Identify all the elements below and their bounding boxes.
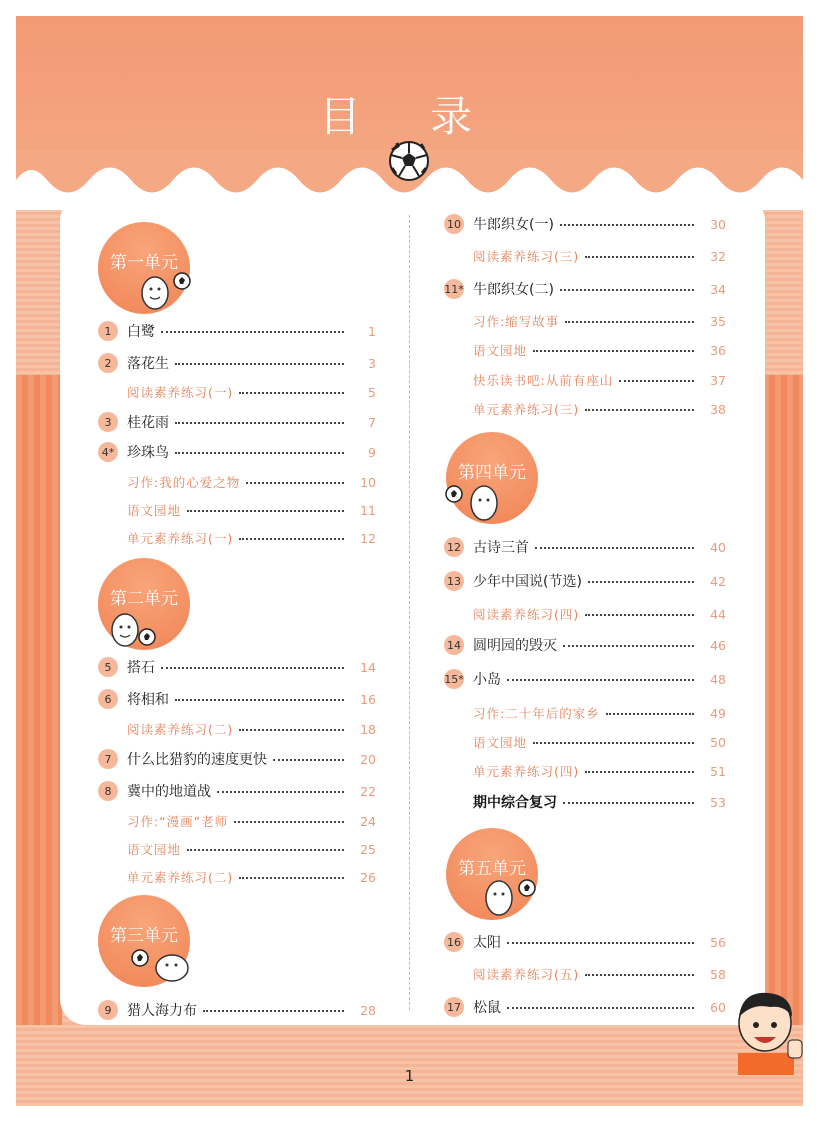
toc-entry bbox=[98, 810, 376, 832]
page-ref: 51 bbox=[710, 763, 726, 779]
leader-dots bbox=[565, 313, 694, 323]
entry-title: 习作:“漫画”老师 bbox=[127, 814, 229, 829]
entry-title: 阅读素养练习(二) bbox=[127, 722, 234, 737]
entry-title: 习作:二十年后的家乡 bbox=[473, 706, 600, 721]
leader-dots bbox=[161, 659, 344, 669]
toc-entry bbox=[444, 536, 726, 558]
toc-entry bbox=[444, 931, 726, 953]
entry-title: 单元素养练习(四) bbox=[473, 764, 580, 779]
lesson-number: 3 bbox=[98, 412, 118, 432]
entry-title: 珍珠鸟 bbox=[127, 445, 169, 461]
lesson-number: 4* bbox=[98, 442, 118, 462]
toc-entry bbox=[444, 339, 726, 361]
page-ref: 24 bbox=[360, 813, 376, 829]
page-ref: 16 bbox=[360, 691, 376, 707]
entry-title: 白鹭 bbox=[127, 324, 155, 340]
unit-label: 第四单元 bbox=[458, 463, 526, 483]
entry-title: 古诗三首 bbox=[473, 540, 529, 556]
entry-title: 单元素养练习(一) bbox=[127, 531, 234, 546]
leader-dots bbox=[563, 794, 694, 804]
page-ref: 42 bbox=[710, 573, 726, 589]
dinosaur-mascot-icon bbox=[120, 940, 200, 990]
toc-entry bbox=[98, 320, 376, 342]
toc-entry bbox=[444, 996, 726, 1018]
toc-entry bbox=[444, 634, 726, 656]
page-number: 1 bbox=[404, 1067, 415, 1085]
toc-entry bbox=[444, 398, 726, 420]
leader-dots bbox=[507, 671, 694, 681]
toc-entry bbox=[98, 656, 376, 678]
lesson-number: 11* bbox=[444, 279, 464, 299]
entry-title: 语文园地 bbox=[127, 842, 182, 857]
page-ref: 18 bbox=[360, 721, 376, 737]
page-ref: 60 bbox=[710, 999, 726, 1015]
toc-entry bbox=[444, 668, 726, 690]
leader-dots bbox=[585, 401, 694, 411]
lesson-number: 17 bbox=[444, 997, 464, 1017]
page-ref: 58 bbox=[710, 966, 726, 982]
leader-dots bbox=[507, 934, 694, 944]
unit-label: 第一单元 bbox=[110, 253, 178, 273]
lesson-number: 9 bbox=[98, 1000, 118, 1020]
page-ref: 12 bbox=[360, 530, 376, 546]
lesson-number: 16 bbox=[444, 932, 464, 952]
lesson-number: 8 bbox=[98, 781, 118, 801]
leader-dots bbox=[175, 444, 344, 454]
page-ref: 56 bbox=[710, 934, 726, 950]
page-ref: 7 bbox=[368, 414, 376, 430]
lesson-number: 13 bbox=[444, 571, 464, 591]
page-ref: 3 bbox=[368, 355, 376, 371]
leader-dots bbox=[203, 1002, 344, 1012]
page-ref: 11 bbox=[360, 502, 376, 518]
unit-label: 第三单元 bbox=[110, 926, 178, 946]
page-title: 目 录 bbox=[318, 92, 501, 141]
leader-dots bbox=[560, 216, 694, 226]
entry-title: 冀中的地道战 bbox=[127, 784, 211, 800]
toc-entry bbox=[98, 688, 376, 710]
toc-entry bbox=[98, 471, 376, 493]
page-ref: 46 bbox=[710, 637, 726, 653]
toc-entry bbox=[444, 702, 726, 724]
entry-title: 牛郎织女(二) bbox=[473, 282, 554, 298]
entry-title: 习作:我的心爱之物 bbox=[127, 475, 241, 490]
entry-title: 阅读素养练习(一) bbox=[127, 385, 234, 400]
page-ref: 32 bbox=[710, 248, 726, 264]
lesson-number: 15* bbox=[444, 669, 464, 689]
leader-dots bbox=[239, 721, 344, 731]
entry-title: 圆明园的毁灭 bbox=[473, 638, 557, 654]
entry-title: 什么比猎豹的速度更快 bbox=[127, 752, 267, 768]
leader-dots bbox=[161, 323, 344, 333]
leader-dots bbox=[239, 384, 344, 394]
entry-title: 少年中国说(节选) bbox=[473, 574, 582, 590]
toc-entry bbox=[444, 760, 726, 782]
page-ref: 9 bbox=[368, 444, 376, 460]
dinosaur-mascot-icon bbox=[442, 478, 512, 528]
lesson-number: 10 bbox=[444, 214, 464, 234]
leader-dots bbox=[533, 342, 694, 352]
entry-title: 松鼠 bbox=[473, 1000, 501, 1016]
leader-dots bbox=[535, 539, 694, 549]
leader-dots bbox=[507, 999, 694, 1009]
page-ref: 38 bbox=[710, 401, 726, 417]
leader-dots bbox=[234, 813, 344, 823]
toc-entry bbox=[98, 866, 376, 888]
lesson-number: 7 bbox=[98, 749, 118, 769]
lesson-number: 6 bbox=[98, 689, 118, 709]
page-ref: 48 bbox=[710, 671, 726, 687]
toc-entry bbox=[98, 780, 376, 802]
toc-entry bbox=[444, 310, 726, 332]
lesson-number: 5 bbox=[98, 657, 118, 677]
leader-dots bbox=[175, 691, 344, 701]
dinosaur-mascot-icon bbox=[100, 605, 170, 655]
leader-dots bbox=[533, 734, 694, 744]
page-ref: 20 bbox=[360, 751, 376, 767]
toc-entry bbox=[444, 278, 726, 300]
entry-title: 阅读素养练习(五) bbox=[473, 967, 580, 982]
entry-title: 猎人海力布 bbox=[127, 1003, 197, 1019]
leader-dots bbox=[585, 763, 694, 773]
leader-dots bbox=[187, 502, 344, 512]
toc-entry bbox=[98, 718, 376, 740]
page-ref: 40 bbox=[710, 539, 726, 555]
lesson-number: 12 bbox=[444, 537, 464, 557]
page-ref: 44 bbox=[710, 606, 726, 622]
lesson-number: 2 bbox=[98, 353, 118, 373]
entry-title: 小岛 bbox=[473, 672, 501, 688]
entry-title: 单元素养练习(三) bbox=[473, 402, 580, 417]
toc-entry bbox=[444, 245, 726, 267]
page-ref: 49 bbox=[710, 705, 726, 721]
entry-title: 桂花雨 bbox=[127, 415, 169, 431]
entry-title: 牛郎织女(一) bbox=[473, 217, 554, 233]
entry-title: 将相和 bbox=[127, 692, 169, 708]
column-divider bbox=[409, 215, 410, 1010]
toc-entry bbox=[98, 411, 376, 433]
toc-entry bbox=[98, 748, 376, 770]
leader-dots bbox=[619, 372, 694, 382]
toc-entry bbox=[444, 603, 726, 625]
page-ref: 1 bbox=[368, 323, 376, 339]
page-ref: 28 bbox=[360, 1002, 376, 1018]
entry-title: 搭石 bbox=[127, 660, 155, 676]
toc-entry bbox=[98, 441, 376, 463]
page-ref: 36 bbox=[710, 342, 726, 358]
toc-entry bbox=[98, 381, 376, 403]
leader-dots bbox=[560, 281, 694, 291]
entry-title: 语文园地 bbox=[127, 503, 182, 518]
page-ref: 50 bbox=[710, 734, 726, 750]
unit-label: 第五单元 bbox=[458, 859, 526, 879]
leader-dots bbox=[187, 841, 344, 851]
toc-entry bbox=[98, 352, 376, 374]
page-ref: 14 bbox=[360, 659, 376, 675]
unit-label: 第二单元 bbox=[110, 589, 178, 609]
left-stripe bbox=[16, 375, 62, 1025]
toc-entry bbox=[444, 791, 726, 813]
page-ref: 10 bbox=[360, 474, 376, 490]
page-ref: 22 bbox=[360, 783, 376, 799]
entry-title: 单元素养练习(二) bbox=[127, 870, 234, 885]
lesson-number: 1 bbox=[98, 321, 118, 341]
leader-dots bbox=[175, 355, 344, 365]
leader-dots bbox=[585, 248, 694, 258]
lesson-number: 14 bbox=[444, 635, 464, 655]
leader-dots bbox=[175, 414, 344, 424]
leader-dots bbox=[563, 637, 694, 647]
entry-title: 习作:缩写故事 bbox=[473, 314, 560, 329]
page-ref: 30 bbox=[710, 216, 726, 232]
leader-dots bbox=[273, 751, 344, 761]
entry-title: 快乐读书吧:从前有座山 bbox=[473, 373, 614, 388]
toc-entry bbox=[444, 369, 726, 391]
entry-title: 语文园地 bbox=[473, 735, 528, 750]
page-ref: 5 bbox=[368, 384, 376, 400]
entry-title: 太阳 bbox=[473, 935, 501, 951]
toc-entry bbox=[98, 999, 376, 1021]
entry-title: 落花生 bbox=[127, 356, 169, 372]
dinosaur-mascot-icon bbox=[475, 872, 545, 922]
entry-title: 期中综合复习 bbox=[473, 795, 557, 811]
page-ref: 34 bbox=[710, 281, 726, 297]
leader-dots bbox=[585, 606, 694, 616]
leader-dots bbox=[585, 966, 694, 976]
leader-dots bbox=[606, 705, 694, 715]
page-ref: 35 bbox=[710, 313, 726, 329]
entry-title: 阅读素养练习(三) bbox=[473, 249, 580, 264]
leader-dots bbox=[239, 530, 344, 540]
toc-entry bbox=[98, 527, 376, 549]
leader-dots bbox=[588, 573, 694, 583]
page-ref: 26 bbox=[360, 869, 376, 885]
boy-mascot-icon bbox=[730, 985, 805, 1075]
entry-title: 阅读素养练习(四) bbox=[473, 607, 580, 622]
toc-entry bbox=[444, 570, 726, 592]
page-ref: 53 bbox=[710, 794, 726, 810]
dinosaur-mascot-icon bbox=[130, 265, 200, 315]
toc-entry bbox=[98, 499, 376, 521]
toc-entry bbox=[444, 963, 726, 985]
toc-entry bbox=[444, 731, 726, 753]
toc-entry bbox=[444, 213, 726, 235]
soccer-ball-icon bbox=[388, 140, 430, 182]
page-ref: 25 bbox=[360, 841, 376, 857]
leader-dots bbox=[217, 783, 344, 793]
leader-dots bbox=[239, 869, 344, 879]
leader-dots bbox=[246, 474, 344, 484]
toc-entry bbox=[98, 838, 376, 860]
page-ref: 37 bbox=[710, 372, 726, 388]
entry-title: 语文园地 bbox=[473, 343, 528, 358]
